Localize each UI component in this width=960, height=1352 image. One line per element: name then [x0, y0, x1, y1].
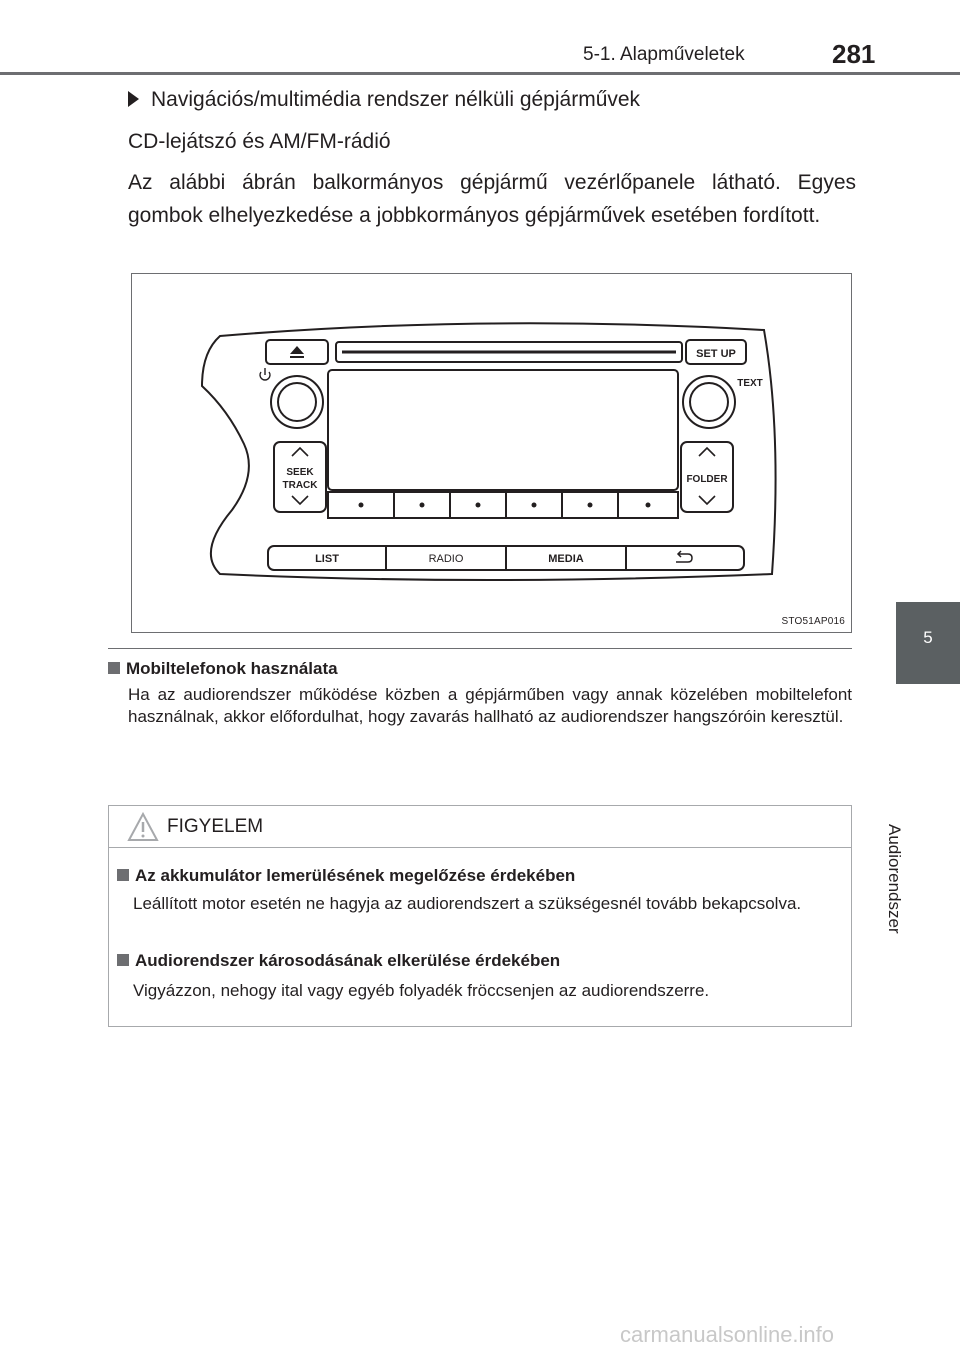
- eject-icon: [290, 346, 304, 358]
- mobile-paragraph: Ha az audiorendszer működése közben a gépjárműben vagy annak közelében mobiltelefont használnak, akkor előfordulhat, hogy zavarás hallható az audiorendszer hangszóróin keresztül.: [128, 685, 852, 726]
- page-number: 281: [832, 39, 876, 69]
- warning-item-heading: [117, 951, 560, 971]
- figure-code: STO51AP016: [781, 616, 845, 627]
- warning-item-heading-text: Az akkumulátor lemerülésének megelőzése érdekében: [135, 866, 576, 885]
- chevron-up-icon: [292, 448, 308, 456]
- warning-item-body: Vigyázzon, nehogy ital vagy egyéb folyadék fröccsenjen az audiorendszerre.: [133, 981, 710, 1000]
- list-label: LIST: [315, 553, 339, 565]
- radio-label: RADIO: [428, 553, 464, 565]
- square-bullet-icon: [108, 662, 120, 674]
- section-divider: [108, 648, 852, 649]
- chevron-down-icon: [699, 496, 715, 504]
- setup-label: SET UP: [696, 348, 736, 360]
- back-icon: [676, 551, 692, 562]
- text-label: TEXT: [737, 378, 763, 389]
- chapter-number: 5: [923, 628, 933, 647]
- section-title: 5-1. Alapműveletek: [583, 44, 745, 65]
- warning-item-heading-text: Audiorendszer károsodásának elkerülése érdekében: [135, 951, 561, 970]
- intro-paragraph: Az alábbi ábrán balkormányos gépjármű vezérlőpanele látható. Egyes gombok elhelyezkedése a jobbkormányos gépjárművek esetében fordított.: [128, 171, 856, 227]
- warning-title: FIGYELEM: [167, 816, 264, 837]
- triangle-bullet-icon: [128, 91, 139, 107]
- warning-header: [109, 806, 851, 848]
- mobile-heading-text: Mobiltelefonok használata: [126, 659, 338, 678]
- track-label: TRACK: [282, 480, 318, 491]
- square-bullet-icon: [117, 954, 129, 966]
- chapter-label-container: [885, 694, 936, 934]
- media-label: MEDIA: [548, 553, 584, 565]
- folder-label: FOLDER: [686, 474, 728, 485]
- mobile-heading: [108, 659, 338, 679]
- watermark: carmanualsonline.info: [620, 1322, 835, 1347]
- square-bullet-icon: [117, 869, 129, 881]
- chapter-label: Audiorendszer: [885, 824, 904, 934]
- warning-item-body: Leállított motor esetén ne hagyja az audiorendszert a szükségesnél tovább bekapcsolva.: [133, 894, 802, 913]
- power-icon: [260, 368, 270, 380]
- bullet-heading-text: Navigációs/multimédia rendszer nélküli gépjárművek: [151, 88, 641, 111]
- bullet-heading: [128, 88, 640, 112]
- control-panel-illustration: [132, 274, 851, 632]
- warning-triangle-icon: [127, 812, 159, 842]
- chevron-down-icon: [292, 496, 308, 504]
- header-divider: [0, 72, 960, 75]
- control-panel-figure: [131, 273, 852, 633]
- chevron-up-icon: [699, 448, 715, 456]
- warning-box: [108, 805, 852, 1027]
- warning-item-heading: [117, 866, 575, 886]
- subheading: CD-lejátszó és AM/FM-rádió: [128, 130, 391, 153]
- seek-label: SEEK: [286, 467, 314, 478]
